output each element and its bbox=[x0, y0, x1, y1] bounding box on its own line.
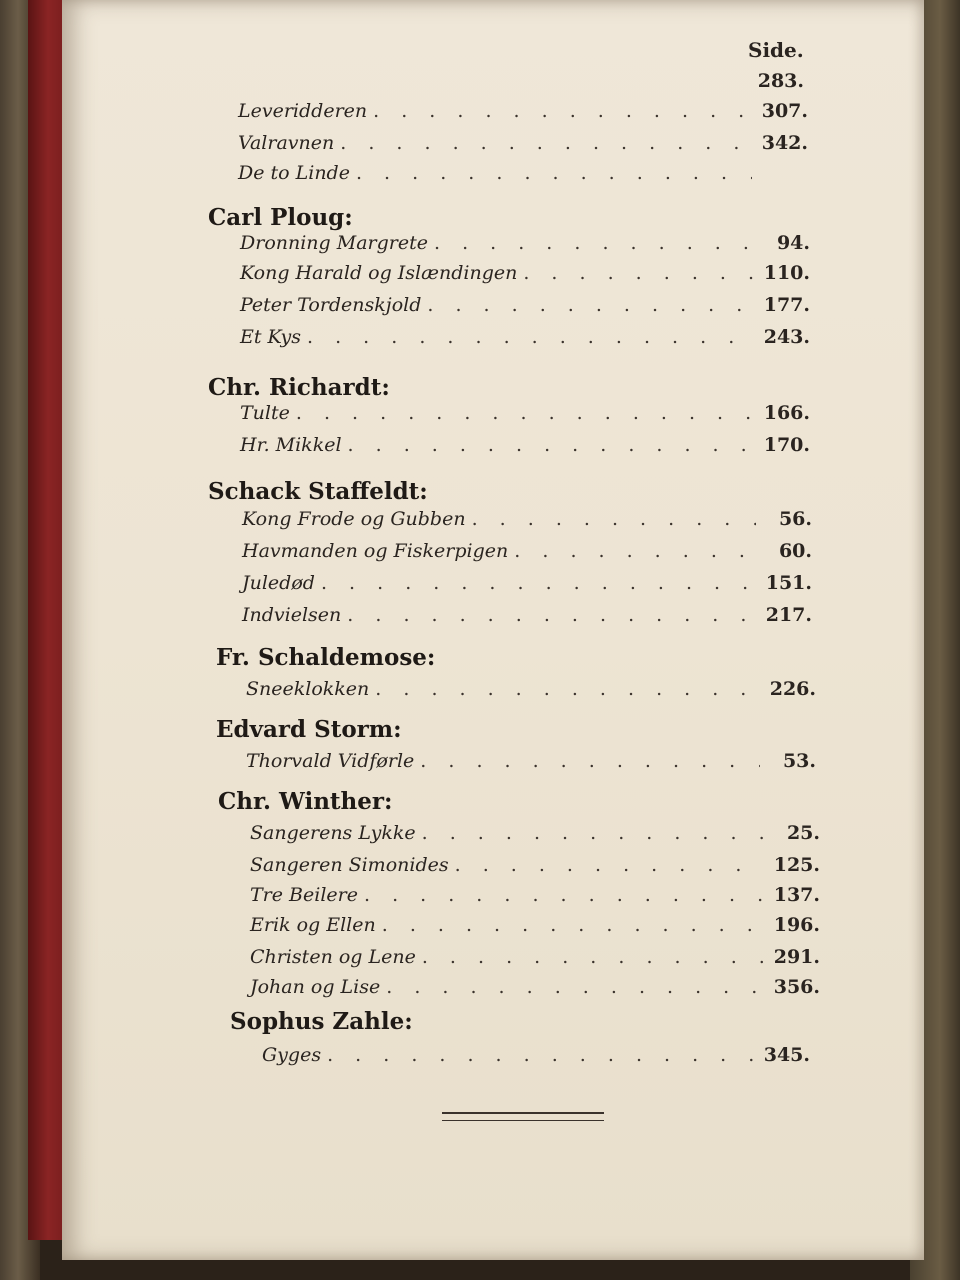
entry-title: Gyges bbox=[262, 1044, 322, 1066]
entry-title: Valravnen bbox=[238, 132, 335, 154]
toc-entry bbox=[240, 232, 810, 258]
toc-entry bbox=[246, 678, 816, 704]
leader-dots bbox=[348, 434, 754, 456]
entry-page: 345. bbox=[763, 1044, 810, 1066]
entry-title: Havmanden og Fiskerpigen bbox=[242, 540, 509, 562]
toc-entry bbox=[238, 162, 808, 188]
toc-entry bbox=[240, 326, 810, 352]
leader-dots bbox=[523, 262, 754, 284]
leader-dots bbox=[382, 914, 764, 936]
entry-page: 110. bbox=[763, 262, 810, 284]
toc-entry bbox=[240, 294, 810, 320]
entry-page: 196. bbox=[773, 914, 820, 936]
entry-page: 137. bbox=[773, 884, 820, 906]
entry-title: Indvielsen bbox=[242, 604, 342, 626]
entry-title: Peter Tordenskjold bbox=[240, 294, 422, 316]
toc-entry bbox=[240, 402, 810, 428]
entry-title: Leveridderen bbox=[238, 100, 368, 122]
entry-page: 25. bbox=[786, 822, 820, 844]
entry-page: 166. bbox=[763, 402, 810, 424]
entry-title: Kong Frode og Gubben bbox=[242, 508, 466, 530]
author-heading: Carl Ploug: bbox=[208, 204, 353, 231]
toc-entry bbox=[240, 434, 810, 460]
toc-entry bbox=[250, 976, 820, 1002]
toc-entry bbox=[250, 884, 820, 910]
toc-entry bbox=[242, 572, 812, 598]
toc-entry bbox=[238, 100, 808, 126]
leader-dots bbox=[296, 402, 754, 424]
leader-dots bbox=[420, 750, 760, 772]
author-heading: Edvard Storm: bbox=[216, 716, 402, 743]
toc-entry bbox=[250, 822, 820, 848]
entry-title: Sneeklokken bbox=[246, 678, 370, 700]
leader-dots bbox=[514, 540, 756, 562]
toc-entry bbox=[246, 750, 816, 776]
entry-page: 177. bbox=[763, 294, 810, 316]
author-heading: Chr. Winther: bbox=[218, 788, 393, 815]
leader-dots bbox=[364, 884, 764, 906]
leader-dots bbox=[327, 1044, 754, 1066]
entry-title: Hr. Mikkel bbox=[240, 434, 342, 456]
leader-dots bbox=[373, 100, 752, 122]
entry-page: 356. bbox=[773, 976, 820, 998]
continued-page-number: 283. bbox=[757, 70, 804, 92]
author-heading: Sophus Zahle: bbox=[230, 1008, 413, 1035]
leader-dots bbox=[434, 232, 754, 254]
leader-dots bbox=[455, 854, 764, 876]
entry-title: Sangerens Lykke bbox=[250, 822, 416, 844]
entry-page: 291. bbox=[773, 946, 820, 968]
toc-entry bbox=[238, 132, 808, 158]
leader-dots bbox=[307, 326, 754, 348]
leader-dots bbox=[386, 976, 764, 998]
toc-entry bbox=[242, 540, 812, 566]
entry-page: 226. bbox=[769, 678, 816, 700]
page-column-label: Side. bbox=[748, 38, 804, 62]
leader-dots bbox=[340, 132, 752, 154]
leader-dots bbox=[472, 508, 756, 530]
entry-title: Christen og Lene bbox=[250, 946, 416, 968]
entry-page: 342. bbox=[761, 132, 808, 154]
toc-entry bbox=[250, 914, 820, 940]
entry-page: 217. bbox=[765, 604, 812, 626]
entry-title: Dronning Margrete bbox=[240, 232, 428, 254]
author-heading: Fr. Schaldemose: bbox=[216, 644, 436, 671]
toc-entry bbox=[250, 946, 820, 972]
entry-page: 151. bbox=[765, 572, 812, 594]
toc-entry bbox=[242, 604, 812, 630]
entry-title: Erik og Ellen bbox=[250, 914, 376, 936]
entry-title: Juledød bbox=[242, 572, 315, 594]
entry-page: 56. bbox=[778, 508, 812, 530]
entry-page: 307. bbox=[761, 100, 808, 122]
leader-dots bbox=[422, 946, 764, 968]
entry-title: Kong Harald og Islændingen bbox=[240, 262, 518, 284]
leader-dots bbox=[422, 822, 764, 844]
leader-dots bbox=[347, 604, 756, 626]
entry-title: Et Kys bbox=[240, 326, 302, 348]
toc-entry bbox=[240, 262, 810, 288]
author-heading: Chr. Richardt: bbox=[208, 374, 390, 401]
entry-title: Johan og Lise bbox=[250, 976, 381, 998]
entry-title: Tre Beilere bbox=[250, 884, 358, 906]
toc-entry bbox=[262, 1044, 810, 1070]
author-heading: Schack Staffeldt: bbox=[208, 478, 428, 505]
leader-dots bbox=[321, 572, 756, 594]
entry-title: De to Linde bbox=[238, 162, 350, 184]
leader-dots bbox=[427, 294, 754, 316]
toc-entry bbox=[242, 508, 812, 534]
entry-page: 243. bbox=[763, 326, 810, 348]
toc-entry bbox=[250, 854, 820, 880]
entry-page: 53. bbox=[782, 750, 816, 772]
leader-dots bbox=[356, 162, 752, 184]
entry-title: Tulte bbox=[240, 402, 290, 424]
entry-page: 170. bbox=[763, 434, 810, 456]
entry-page: 60. bbox=[778, 540, 812, 562]
end-rule bbox=[442, 1112, 604, 1121]
leader-dots bbox=[375, 678, 760, 700]
entry-title: Sangeren Simonides bbox=[250, 854, 449, 876]
book-page bbox=[62, 0, 924, 1260]
entry-page: 125. bbox=[773, 854, 820, 876]
entry-page: 94. bbox=[776, 232, 810, 254]
entry-title: Thorvald Vidførle bbox=[246, 750, 415, 772]
